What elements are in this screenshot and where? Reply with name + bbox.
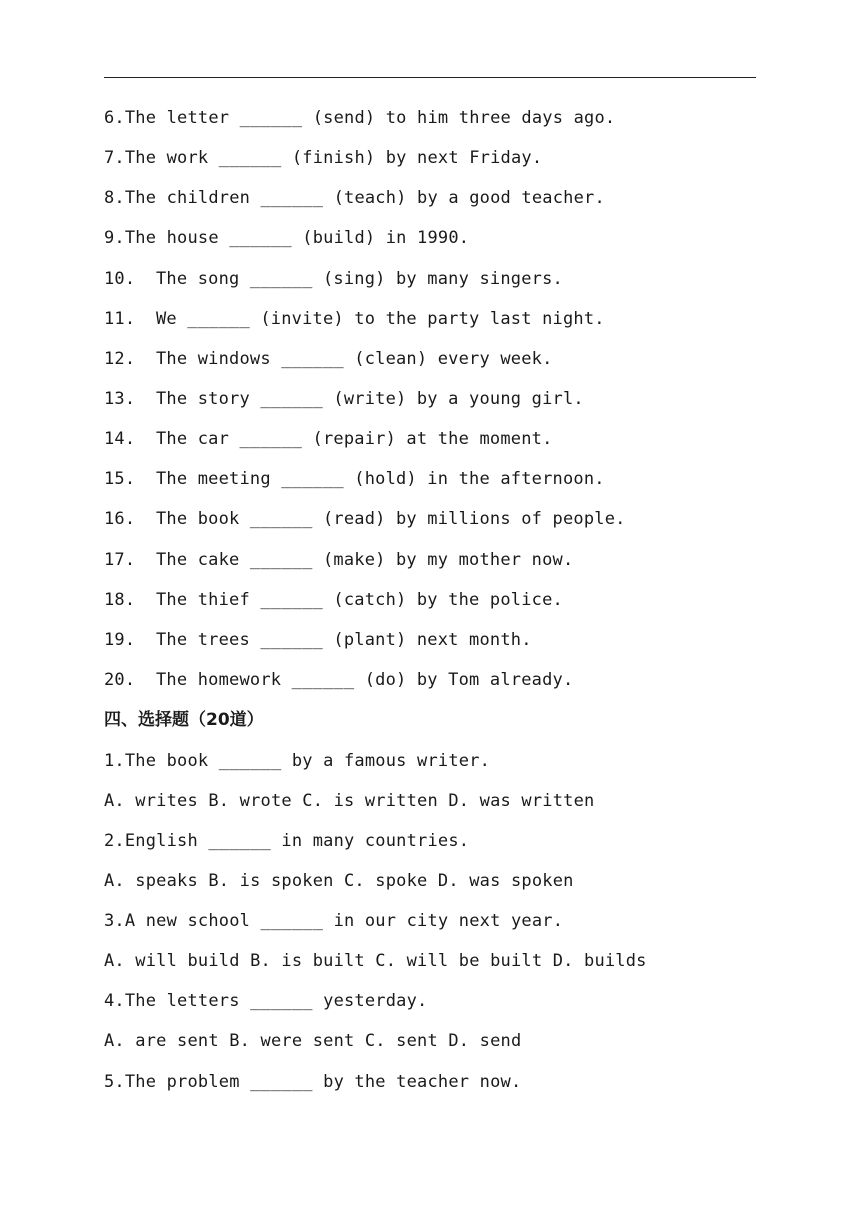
question-number: 15.	[104, 469, 136, 489]
question-10	[104, 269, 563, 289]
choice-options-4: A. are sent B. were sent C. sent D. send	[104, 1031, 522, 1051]
question-number: 8.	[104, 188, 125, 208]
question-number: 14.	[104, 429, 136, 449]
question-text: The thief ______ (catch) by the police.	[156, 590, 563, 610]
choice-options-1: A. writes B. wrote C. is written D. was written	[104, 791, 595, 811]
question-14	[104, 429, 553, 449]
question-text: The letter ______ (send) to him three days ago.	[124, 108, 616, 128]
question-12	[104, 349, 553, 369]
question-19	[104, 630, 532, 650]
question-number: 16.	[104, 509, 136, 529]
question-17	[104, 550, 573, 570]
question-number: 17.	[104, 550, 136, 570]
question-text: The story ______ (write) by a young girl.	[156, 389, 584, 409]
question-number: 7.	[104, 148, 125, 168]
question-text: We ______ (invite) to the party last night.	[156, 309, 605, 329]
question-text: The homework ______ (do) by Tom already.	[156, 670, 574, 690]
question-text: The children ______ (teach) by a good teacher.	[124, 188, 605, 208]
question-number: 10.	[104, 269, 136, 289]
question-text: The trees ______ (plant) next month.	[156, 630, 532, 650]
question-text: The house ______ (build) in 1990.	[124, 228, 470, 248]
question-number: 11.	[104, 309, 136, 329]
question-text: The cake ______ (make) by my mother now.	[156, 550, 574, 570]
question-18	[104, 590, 563, 610]
question-number: 12.	[104, 349, 136, 369]
question-11	[104, 309, 605, 329]
question-20	[104, 670, 573, 690]
question-number: 9.	[104, 228, 125, 248]
question-number: 18.	[104, 590, 136, 610]
choice-question-2: 2.English ______ in many countries.	[104, 831, 470, 851]
question-13	[104, 389, 584, 409]
question-text: The meeting ______ (hold) in the afternoon.	[156, 469, 605, 489]
choice-options-2: A. speaks B. is spoken C. spoke D. was spoken	[104, 871, 574, 891]
question-16	[104, 509, 626, 529]
question-15	[104, 469, 605, 489]
header-rule	[104, 77, 756, 78]
question-6	[104, 108, 615, 128]
question-7	[104, 148, 542, 168]
choice-question-4: 4.The letters ______ yesterday.	[104, 991, 428, 1011]
question-number: 6.	[104, 108, 125, 128]
question-text: The work ______ (finish) by next Friday.	[124, 148, 543, 168]
choice-question-5: 5.The problem ______ by the teacher now.	[104, 1072, 522, 1092]
question-text: The windows ______ (clean) every week.	[156, 349, 553, 369]
question-number: 20.	[104, 670, 136, 690]
choice-question-1: 1.The book ______ by a famous writer.	[104, 751, 491, 771]
question-number: 13.	[104, 389, 136, 409]
question-text: The book ______ (read) by millions of people.	[156, 509, 626, 529]
question-number: 19.	[104, 630, 136, 650]
section-heading: 四、选择题（20道）	[104, 710, 264, 730]
choice-options-3: A. will build B. is built C. will be built D. builds	[104, 951, 647, 971]
question-8	[104, 188, 605, 208]
question-9	[104, 228, 469, 248]
choice-question-3: 3.A new school ______ in our city next year.	[104, 911, 564, 931]
question-text: The car ______ (repair) at the moment.	[156, 429, 553, 449]
question-text: The song ______ (sing) by many singers.	[156, 269, 563, 289]
